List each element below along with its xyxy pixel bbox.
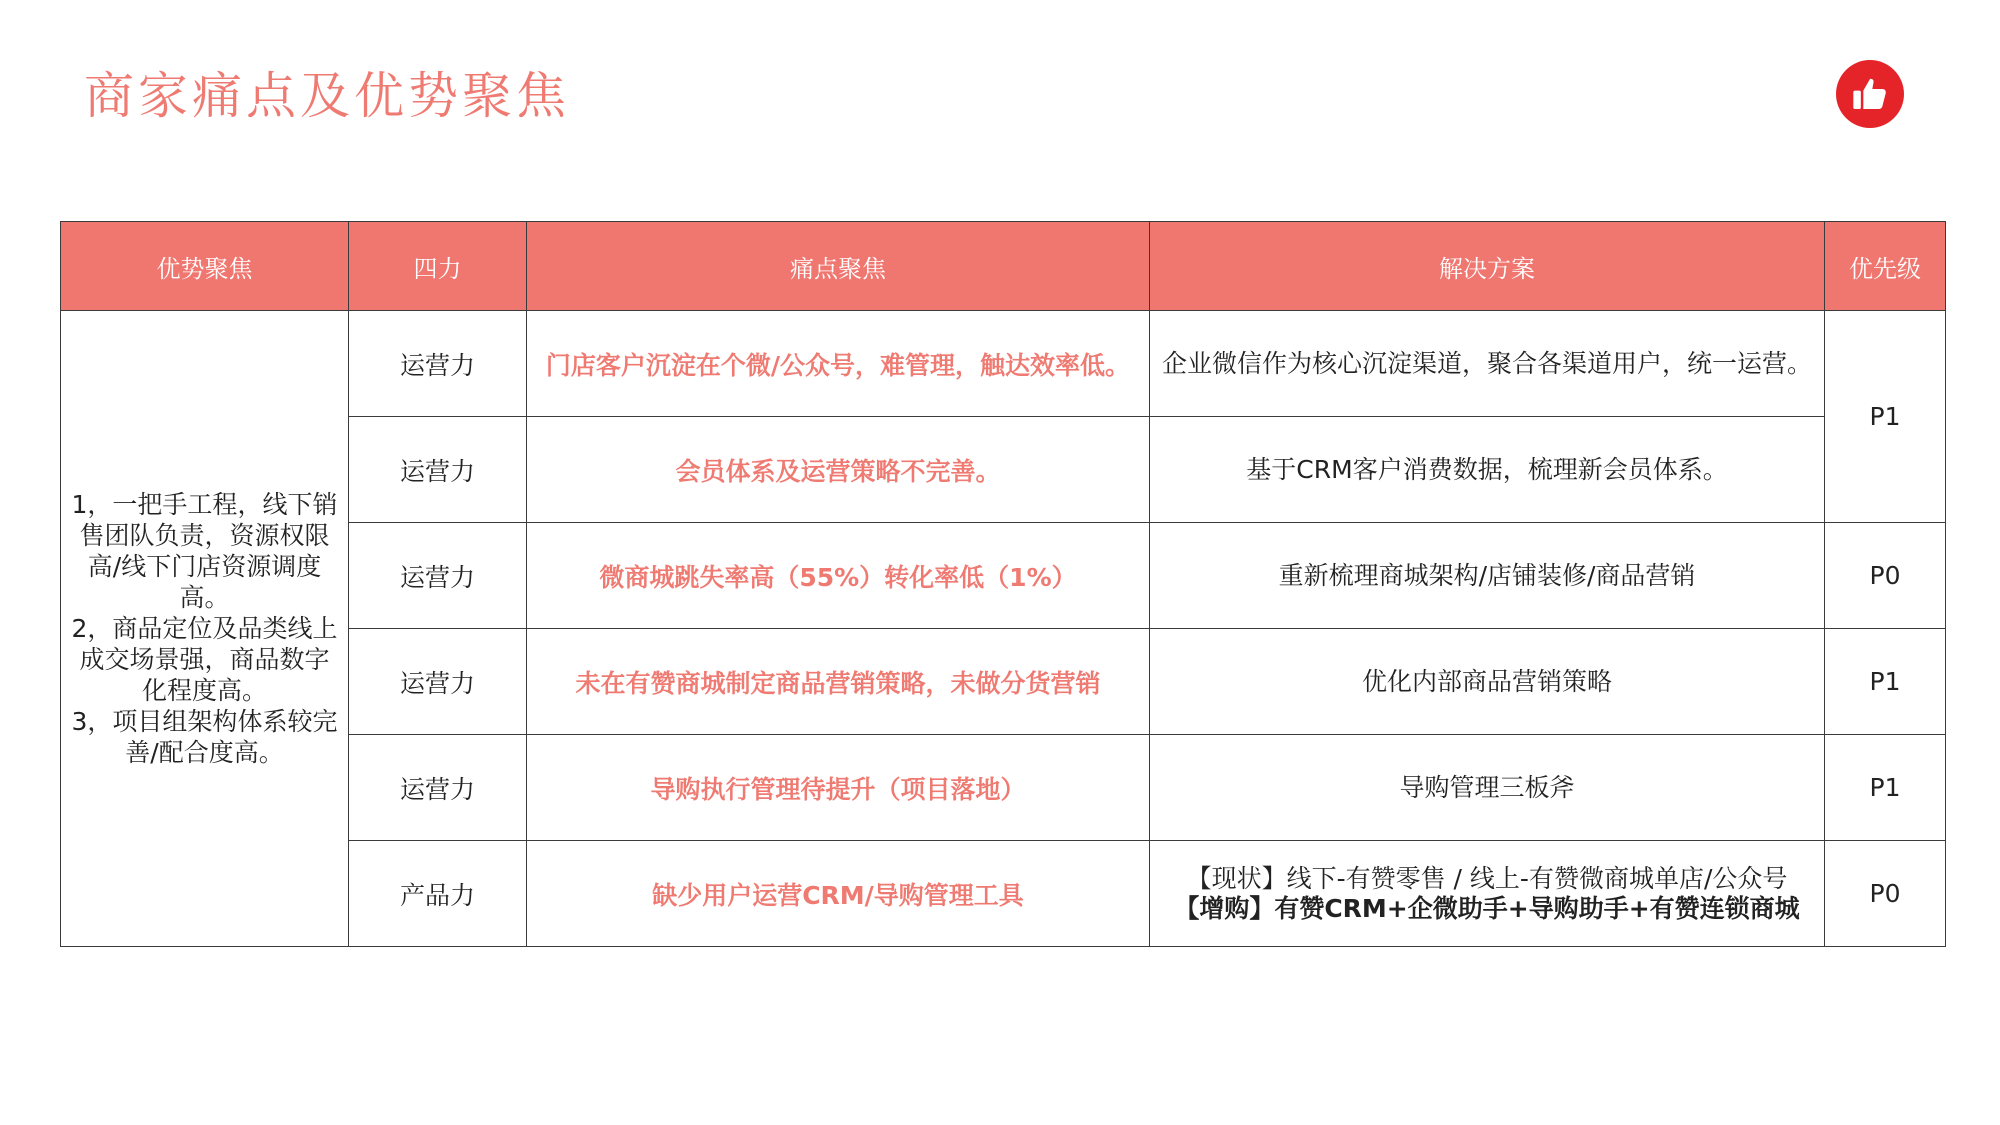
thumbs-up-icon	[1850, 74, 1890, 114]
header-advantage: 优势聚焦	[61, 222, 349, 311]
solution-cell	[1150, 523, 1825, 629]
pain-cell: 缺少用户运营CRM/导购管理工具	[527, 841, 1150, 947]
advantage-cell	[61, 311, 349, 947]
priority-cell: P1	[1825, 629, 1946, 735]
solution-upgrade: 【增购】有赞CRM+企微助手+导购助手+有赞连锁商城	[1174, 893, 1800, 923]
pain-points-table	[60, 221, 1946, 947]
solution-cell	[1150, 735, 1825, 841]
force-cell: 运营力	[349, 523, 527, 629]
solution-cell	[1150, 311, 1825, 417]
header-solution: 解决方案	[1150, 222, 1825, 311]
table-row	[61, 311, 1946, 417]
force-cell: 运营力	[349, 629, 527, 735]
priority-cell: P0	[1825, 523, 1946, 629]
advantage-line: 3，项目组架构体系较完善/配合度高。	[71, 707, 338, 767]
advantage-line: 2，商品定位及品类线上成交场景强，商品数字化程度高。	[71, 614, 338, 705]
force-cell: 运营力	[349, 311, 527, 417]
pain-cell: 门店客户沉淀在个微/公众号，难管理，触达效率低。	[527, 311, 1150, 417]
solution-text: 优化内部商品营销策略	[1361, 666, 1612, 696]
header-force: 四力	[349, 222, 527, 311]
solution-text: 企业微信作为核心沉淀渠道，聚合各渠道用户，统一运营。	[1161, 348, 1812, 378]
pain-cell: 微商城跳失率高（55%）转化率低（1%）	[527, 523, 1150, 629]
header-pain: 痛点聚焦	[527, 222, 1150, 311]
solution-text: 重新梳理商城架构/店铺装修/商品营销	[1278, 560, 1696, 590]
priority-cell: P0	[1825, 841, 1946, 947]
logo-badge	[1836, 60, 1904, 128]
solution-cell	[1150, 417, 1825, 523]
pain-cell: 导购执行管理待提升（项目落地）	[527, 735, 1150, 841]
force-cell: 运营力	[349, 735, 527, 841]
solution-cell	[1150, 629, 1825, 735]
pain-cell: 未在有赞商城制定商品营销策略，未做分货营销	[527, 629, 1150, 735]
force-cell: 运营力	[349, 417, 527, 523]
pain-cell: 会员体系及运营策略不完善。	[527, 417, 1150, 523]
solution-cell	[1150, 841, 1825, 947]
priority-cell: P1	[1825, 311, 1946, 523]
solution-current-state: 【现状】线下-有赞零售 / 线上-有赞微商城单店/公众号	[1186, 863, 1788, 893]
table-header-row	[61, 222, 1946, 311]
solution-text: 基于CRM客户消费数据，梳理新会员体系。	[1246, 454, 1728, 484]
page-title: 商家痛点及优势聚焦	[84, 67, 570, 125]
advantage-line: 1，一把手工程，线下销售团队负责，资源权限高/线下门店资源调度高。	[71, 490, 338, 612]
header-priority: 优先级	[1825, 222, 1946, 311]
solution-text: 导购管理三板斧	[1399, 772, 1575, 802]
force-cell: 产品力	[349, 841, 527, 947]
priority-cell: P1	[1825, 735, 1946, 841]
